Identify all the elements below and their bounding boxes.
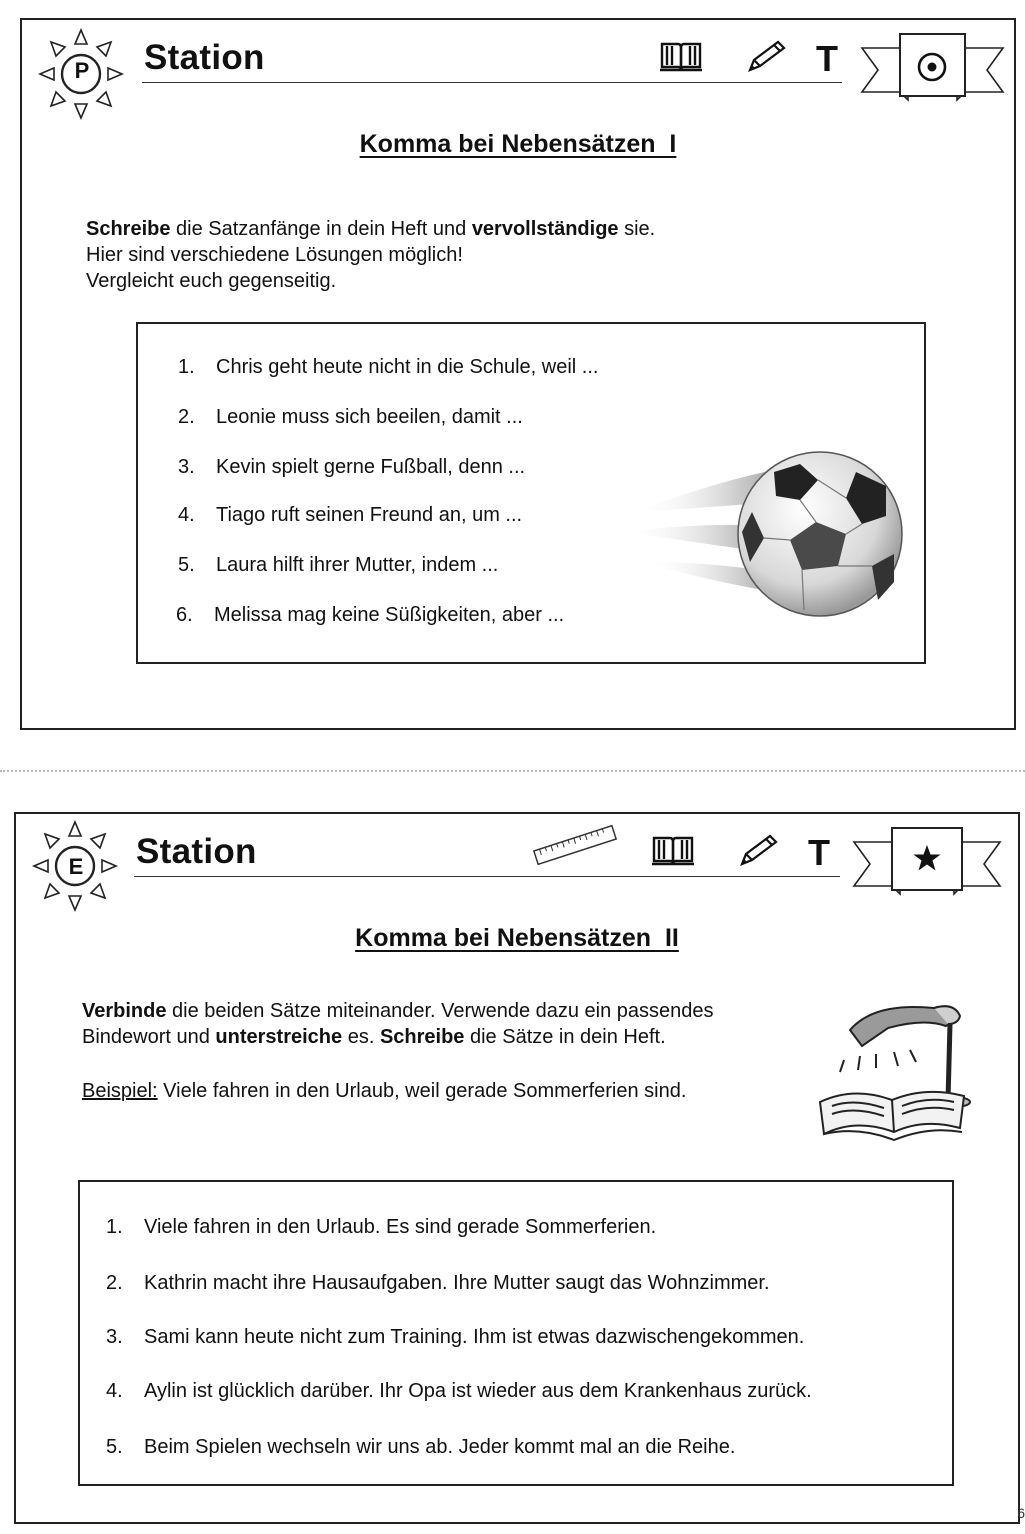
soccer-ball-icon (624, 442, 914, 622)
instructions (82, 998, 714, 1104)
desk-lamp-book-icon (814, 990, 974, 1160)
instruction-line-2: Hier sind verschiedene Lösungen möglich! (86, 244, 463, 266)
instruction-line-2: Bindewort und unterstreiche es. Schreibe die Sätze in dein Heft. (82, 1026, 666, 1048)
list-item: 4. Aylin ist glücklich darüber. Ihr Opa ist wieder aus dem Krankenhaus zurück. (106, 1380, 812, 1402)
instructions (86, 216, 655, 294)
ruler-icon (530, 822, 620, 868)
pencil-icon (744, 38, 788, 74)
station-card-2 (14, 812, 1020, 1524)
instruction-line-1: Schreibe die Satzanfänge in dein Heft und vervollständige sie. (86, 218, 656, 240)
list-item: 6. Melissa mag keine Süßigkeiten, aber ... (176, 604, 565, 626)
pencil-icon (736, 832, 780, 868)
station-title: Station (136, 832, 257, 871)
sentence-list-box (78, 1180, 954, 1486)
sentence-list-box (136, 322, 926, 664)
book-icon (650, 834, 696, 868)
station-card-1 (20, 18, 1016, 730)
header-rule (142, 82, 842, 83)
text-T-icon: T (808, 832, 830, 873)
card-heading: Komma bei Nebensätzen I (359, 130, 677, 158)
list-item: 5. Beim Spielen wechseln wir uns ab. Jeder kommt mal an die Reihe. (106, 1436, 736, 1458)
card-heading: Komma bei Nebensätzen II (355, 924, 679, 952)
list-item: 5. Laura hilft ihrer Mutter, indem ... (178, 554, 499, 576)
list-item: 4. Tiago ruft seinen Freund an, um ... (178, 504, 523, 526)
instruction-line-3: Vergleicht euch gegenseitig. (86, 270, 337, 292)
text-T-icon: T (816, 38, 838, 79)
header-rule (134, 876, 840, 877)
level-letter: P (74, 58, 90, 83)
list-item: 2. Kathrin macht ihre Hausaufgaben. Ihre Mutter saugt das Wohnzimmer. (106, 1272, 770, 1294)
target-icon (915, 50, 949, 84)
station-title: Station (144, 38, 265, 77)
list-item: 1. Viele fahren in den Urlaub. Es sind gerade Sommerferien. (106, 1216, 657, 1238)
instruction-line-1: Verbinde die beiden Sätze miteinander. Verwende dazu ein passendes (82, 1000, 714, 1022)
book-icon (658, 40, 704, 74)
star-icon (911, 842, 943, 874)
example-line: Beispiel: Viele fahren in den Urlaub, weil gerade Sommerferien sind. (82, 1080, 687, 1102)
page-edge-mark: 6 (1017, 1505, 1025, 1521)
list-item: 1. Chris geht heute nicht in die Schule, weil ... (178, 356, 599, 378)
level-letter: E (68, 854, 84, 879)
cut-line (0, 770, 1025, 772)
list-item: 3. Sami kann heute nicht zum Training. Ihm ist etwas dazwischengekommen. (106, 1326, 805, 1348)
list-item: 2. Leonie muss sich beeilen, damit ... (178, 406, 523, 428)
list-item: 3. Kevin spielt gerne Fußball, denn ... (178, 456, 526, 478)
